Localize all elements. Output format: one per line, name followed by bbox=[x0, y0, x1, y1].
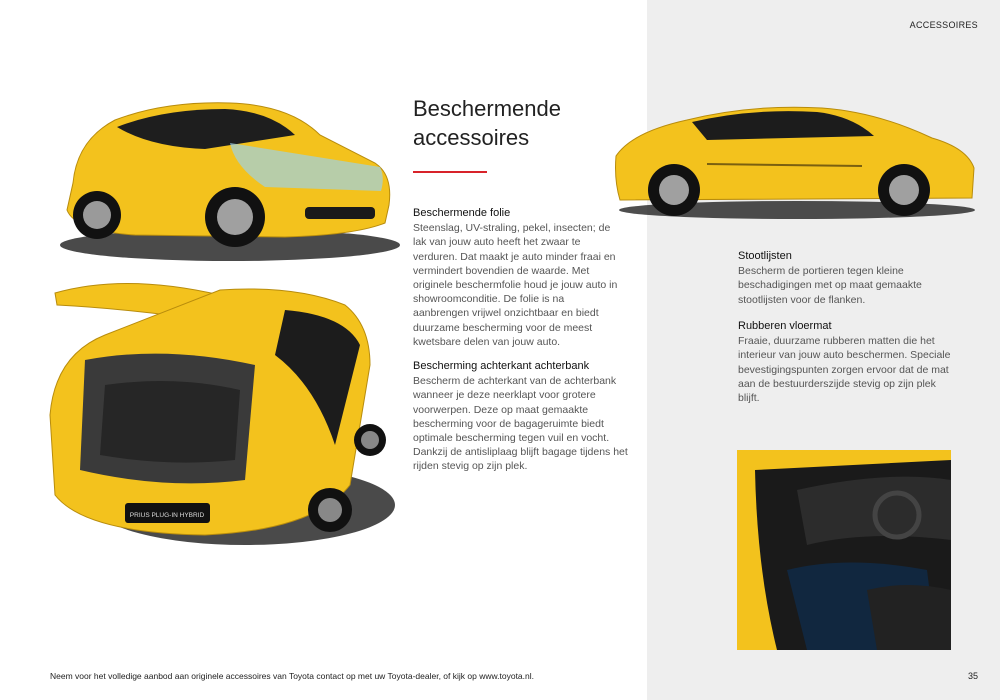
page-number: 35 bbox=[967, 671, 978, 681]
section-body: Fraaie, duurzame rubberen matten die het interieur van jouw auto beschermen. Speciale bevestigingspunten zorgen ervoor dat de mat aan de bestuurderszijde stevig op zijn plek blijft. bbox=[738, 335, 951, 405]
section-side-mouldings bbox=[738, 249, 953, 307]
footer-note: Neem voor het volledige aanbod aan originele accessoires van Toyota contact op met uw Toyota-dealer, of kijk op www.toyota.nl. bbox=[50, 671, 534, 681]
section-body: Bescherm de portieren tegen kleine beschadigingen met op maat gemaakte stootlijsten voor de flanken. bbox=[738, 265, 922, 306]
section-body: Bescherm de achterkant van de achterbank wanneer je deze neerklapt voor grotere voorwerpen. Deze op maat gemaakte bescherming voor de bagageruimte biedt optimale bescherming tegen vuil en vocht. Dankzij de antisliplaag blijft bagage tijdens het rijden stevig op zijn plek. bbox=[413, 375, 628, 473]
section-title: Beschermende folie bbox=[413, 207, 511, 219]
section-rear-seat-protection bbox=[413, 359, 628, 474]
interior-photo bbox=[737, 450, 951, 650]
section-title: Bescherming achterkant achterbank bbox=[413, 360, 590, 372]
section-title: Rubberen vloermat bbox=[738, 320, 832, 332]
title-accent-line bbox=[413, 171, 487, 173]
section-body: Steenslag, UV-straling, pekel, insecten; de lak van jouw auto heeft het zwaar te verduren. Dat maakt je auto minder fraai en vermindert bovendien de waarde. Met originele beschermfolie houd je jouw auto in showroomconditie. De folie is na aanbrengen vrijwel onzichtbaar en biedt duurzame bescherming voor de meest kwetsbare delen van jouw auto. bbox=[413, 222, 618, 348]
section-title: Stootlijsten bbox=[738, 250, 792, 262]
section-protective-film bbox=[413, 206, 623, 349]
rear-model-badge: PRIUS PLUG-IN HYBRID bbox=[129, 512, 205, 519]
section-tag: ACCESSOIRES bbox=[909, 20, 978, 30]
side-car-photo bbox=[612, 98, 980, 223]
page-title: Beschermende accessoires bbox=[413, 96, 561, 150]
front-car-photo bbox=[55, 95, 400, 265]
section-rubber-floor-mat bbox=[738, 319, 953, 405]
rear-car-photo bbox=[45, 265, 395, 555]
